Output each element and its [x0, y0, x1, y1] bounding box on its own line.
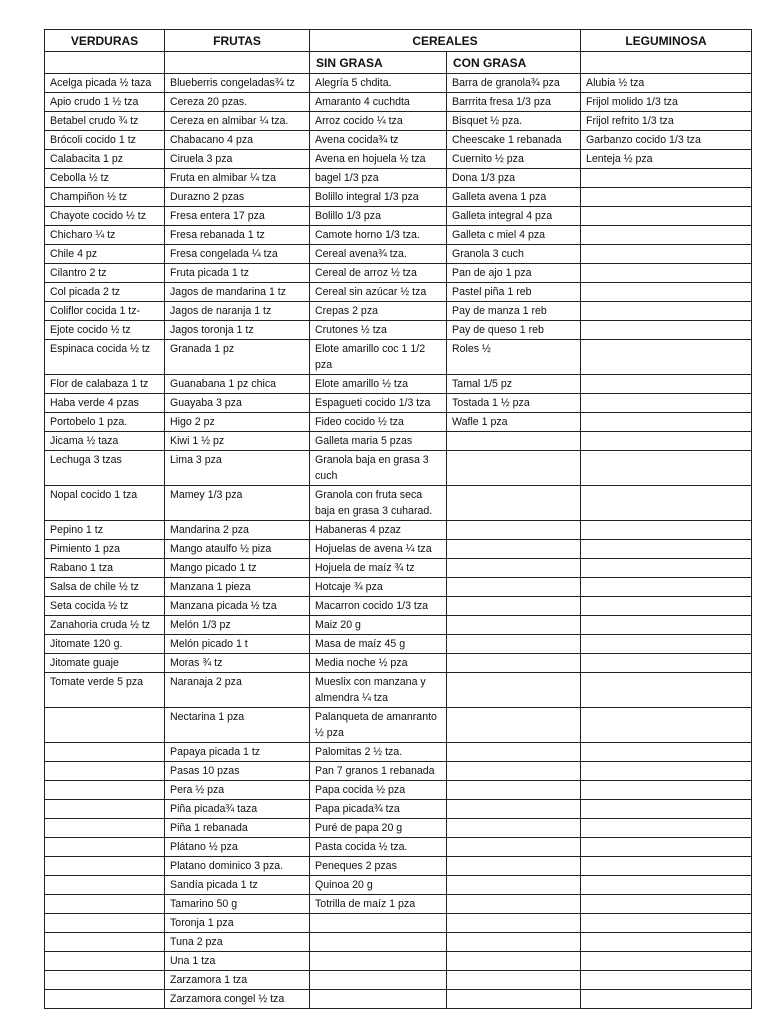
cell-leguminosa	[581, 188, 752, 207]
cell-leguminosa: Frijol refrito 1/3 tza	[581, 112, 752, 131]
cell-leguminosa	[581, 207, 752, 226]
cell-verduras: Jitomate 120 g.	[45, 635, 165, 654]
cell-frutas: Naranaja 2 pza	[165, 673, 310, 708]
header-cereales: CEREALES	[310, 30, 581, 52]
table-row	[45, 394, 752, 413]
table-row	[45, 131, 752, 150]
cell-frutas: Pera ½ pza	[165, 781, 310, 800]
table-row	[45, 112, 752, 131]
table-row	[45, 990, 752, 1009]
cell-frutas: Durazno 2 pzas	[165, 188, 310, 207]
cell-con-grasa	[447, 952, 581, 971]
cell-verduras	[45, 819, 165, 838]
table-row	[45, 838, 752, 857]
table-row	[45, 895, 752, 914]
cell-verduras: Acelga picada ½ taza	[45, 74, 165, 93]
cell-verduras: Zanahoria cruda ½ tz	[45, 616, 165, 635]
cell-con-grasa: Galleta c miel 4 pza	[447, 226, 581, 245]
table-row	[45, 857, 752, 876]
cell-sin-grasa: Avena en hojuela ½ tza	[310, 150, 447, 169]
cell-con-grasa	[447, 432, 581, 451]
table-row	[45, 150, 752, 169]
cell-leguminosa	[581, 876, 752, 895]
cell-con-grasa: Bisquet ½ pza.	[447, 112, 581, 131]
cell-verduras: Chicharo ¼ tz	[45, 226, 165, 245]
cell-sin-grasa: Pasta cocida ½ tza.	[310, 838, 447, 857]
cell-con-grasa: Tostada 1 ½ pza	[447, 394, 581, 413]
table-row	[45, 559, 752, 578]
subheader-blank-verduras	[45, 52, 165, 74]
cell-sin-grasa: Cereal de arroz ½ tza	[310, 264, 447, 283]
cell-con-grasa	[447, 559, 581, 578]
cell-leguminosa	[581, 451, 752, 486]
cell-con-grasa: Wafle 1 pza	[447, 413, 581, 432]
cell-leguminosa	[581, 857, 752, 876]
cell-sin-grasa: Hojuela de maíz ¾ tz	[310, 559, 447, 578]
subheader-blank-frutas	[165, 52, 310, 74]
cell-frutas: Mango picado 1 tz	[165, 559, 310, 578]
cell-con-grasa: Dona 1/3 pza	[447, 169, 581, 188]
cell-sin-grasa: Espagueti cocido 1/3 tza	[310, 394, 447, 413]
cell-con-grasa: Barrrita fresa 1/3 pza	[447, 93, 581, 112]
table-row	[45, 74, 752, 93]
cell-sin-grasa: Amaranto 4 cuchdta	[310, 93, 447, 112]
subheader-blank-leguminosa	[581, 52, 752, 74]
cell-verduras: Pepino 1 tz	[45, 521, 165, 540]
cell-frutas: Sandía picada 1 tz	[165, 876, 310, 895]
table-row	[45, 169, 752, 188]
cell-con-grasa	[447, 673, 581, 708]
cell-frutas: Toronja 1 pza	[165, 914, 310, 933]
cell-verduras	[45, 876, 165, 895]
cell-leguminosa	[581, 432, 752, 451]
cell-sin-grasa: Granola baja en grasa 3 cuch	[310, 451, 447, 486]
cell-verduras	[45, 800, 165, 819]
cell-con-grasa	[447, 800, 581, 819]
table-row	[45, 283, 752, 302]
cell-verduras	[45, 895, 165, 914]
table-row	[45, 340, 752, 375]
cell-sin-grasa: Peneques 2 pzas	[310, 857, 447, 876]
cell-verduras	[45, 708, 165, 743]
table-row	[45, 302, 752, 321]
cell-sin-grasa: Fideo cocido ½ tza	[310, 413, 447, 432]
cell-leguminosa	[581, 895, 752, 914]
cell-leguminosa	[581, 226, 752, 245]
cell-verduras: Salsa de chile ½ tz	[45, 578, 165, 597]
cell-leguminosa	[581, 302, 752, 321]
cell-sin-grasa: Elote amarillo ½ tza	[310, 375, 447, 394]
cell-con-grasa: Cheescake 1 rebanada	[447, 131, 581, 150]
cell-con-grasa: Barra de granola¾ pza	[447, 74, 581, 93]
cell-verduras: Brócoli cocido 1 tz	[45, 131, 165, 150]
cell-leguminosa	[581, 340, 752, 375]
table-row	[45, 245, 752, 264]
cell-verduras: Cebolla ½ tz	[45, 169, 165, 188]
cell-verduras	[45, 857, 165, 876]
cell-sin-grasa: Mueslix con manzana y almendra ¼ tza	[310, 673, 447, 708]
cell-frutas: Jagos de mandarina 1 tz	[165, 283, 310, 302]
cell-con-grasa	[447, 914, 581, 933]
cell-leguminosa	[581, 838, 752, 857]
subheader-sin-grasa: SIN GRASA	[310, 52, 447, 74]
cell-con-grasa	[447, 819, 581, 838]
cell-sin-grasa: Bolillo integral 1/3 pza	[310, 188, 447, 207]
cell-con-grasa	[447, 857, 581, 876]
cell-sin-grasa: Palanqueta de amanranto ½ pza	[310, 708, 447, 743]
cell-con-grasa: Pay de queso 1 reb	[447, 321, 581, 340]
cell-frutas: Chabacano 4 pza	[165, 131, 310, 150]
table-row	[45, 207, 752, 226]
table-row	[45, 781, 752, 800]
header-verduras: VERDURAS	[45, 30, 165, 52]
cell-frutas: Melón 1/3 pz	[165, 616, 310, 635]
cell-verduras	[45, 990, 165, 1009]
cell-sin-grasa: bagel 1/3 pza	[310, 169, 447, 188]
subheader-row	[45, 52, 752, 74]
cell-frutas: Guayaba 3 pza	[165, 394, 310, 413]
cell-frutas: Fresa rebanada 1 tz	[165, 226, 310, 245]
cell-con-grasa	[447, 616, 581, 635]
cell-sin-grasa: Macarron cocido 1/3 tza	[310, 597, 447, 616]
cell-leguminosa	[581, 654, 752, 673]
cell-leguminosa	[581, 597, 752, 616]
food-equivalents-table	[44, 29, 752, 1009]
cell-frutas: Manzana 1 pieza	[165, 578, 310, 597]
cell-sin-grasa: Camote horno 1/3 tza.	[310, 226, 447, 245]
cell-con-grasa: Galleta integral 4 pza	[447, 207, 581, 226]
cell-frutas: Piña picada¾ taza	[165, 800, 310, 819]
cell-frutas: Una 1 tza	[165, 952, 310, 971]
cell-sin-grasa: Palomitas 2 ½ tza.	[310, 743, 447, 762]
cell-con-grasa: Roles ½	[447, 340, 581, 375]
cell-con-grasa	[447, 762, 581, 781]
cell-sin-grasa: Avena cocida¾ tz	[310, 131, 447, 150]
cell-con-grasa	[447, 451, 581, 486]
cell-leguminosa	[581, 971, 752, 990]
header-frutas: FRUTAS	[165, 30, 310, 52]
cell-verduras: Tomate verde 5 pza	[45, 673, 165, 708]
header-row	[45, 30, 752, 52]
cell-con-grasa: Pan de ajo 1 pza	[447, 264, 581, 283]
cell-frutas: Tamarino 50 g	[165, 895, 310, 914]
cell-sin-grasa: Papa picada¾ tza	[310, 800, 447, 819]
cell-leguminosa	[581, 321, 752, 340]
cell-frutas: Pasas 10 pzas	[165, 762, 310, 781]
cell-leguminosa	[581, 169, 752, 188]
table-row	[45, 616, 752, 635]
cell-leguminosa	[581, 673, 752, 708]
cell-frutas: Guanabana 1 pz chica	[165, 375, 310, 394]
subheader-con-grasa: CON GRASA	[447, 52, 581, 74]
cell-verduras: Chile 4 pz	[45, 245, 165, 264]
table-row	[45, 451, 752, 486]
cell-con-grasa: Galleta avena 1 pza	[447, 188, 581, 207]
cell-leguminosa	[581, 800, 752, 819]
cell-sin-grasa: Cereal sin azúcar ½ tza	[310, 283, 447, 302]
cell-frutas: Mandarina 2 pza	[165, 521, 310, 540]
cell-leguminosa	[581, 990, 752, 1009]
cell-sin-grasa	[310, 971, 447, 990]
cell-sin-grasa: Cereal avena¾ tza.	[310, 245, 447, 264]
cell-frutas: Fresa congelada ¼ tza	[165, 245, 310, 264]
cell-sin-grasa: Granola con fruta seca baja en grasa 3 cuharad.	[310, 486, 447, 521]
cell-frutas: Jagos de naranja 1 tz	[165, 302, 310, 321]
cell-verduras: Seta cocida ½ tz	[45, 597, 165, 616]
table-row	[45, 578, 752, 597]
cell-con-grasa	[447, 521, 581, 540]
cell-frutas: Moras ¾ tz	[165, 654, 310, 673]
cell-sin-grasa: Hojuelas de avena ¼ tza	[310, 540, 447, 559]
cell-con-grasa	[447, 876, 581, 895]
table-row	[45, 432, 752, 451]
cell-frutas: Cereza 20 pzas.	[165, 93, 310, 112]
cell-verduras: Col picada 2 tz	[45, 283, 165, 302]
table-row	[45, 375, 752, 394]
cell-frutas: Higo 2 pz	[165, 413, 310, 432]
cell-verduras: Rabano 1 tza	[45, 559, 165, 578]
cell-con-grasa	[447, 743, 581, 762]
cell-sin-grasa: Galleta maria 5 pzas	[310, 432, 447, 451]
cell-sin-grasa: Bolillo 1/3 pza	[310, 207, 447, 226]
table-row	[45, 708, 752, 743]
cell-con-grasa	[447, 578, 581, 597]
cell-verduras: Ejote cocido ½ tz	[45, 321, 165, 340]
table-row	[45, 413, 752, 432]
cell-leguminosa	[581, 283, 752, 302]
cell-con-grasa	[447, 990, 581, 1009]
cell-verduras	[45, 933, 165, 952]
cell-verduras	[45, 952, 165, 971]
table-row	[45, 952, 752, 971]
cell-frutas: Cereza en almibar ¼ tza.	[165, 112, 310, 131]
table-row	[45, 597, 752, 616]
cell-frutas: Lima 3 pza	[165, 451, 310, 486]
cell-leguminosa	[581, 635, 752, 654]
header-leguminosa: LEGUMINOSA	[581, 30, 752, 52]
cell-leguminosa	[581, 245, 752, 264]
cell-leguminosa	[581, 540, 752, 559]
cell-leguminosa	[581, 486, 752, 521]
cell-frutas: Mango ataulfo ½ piza	[165, 540, 310, 559]
cell-con-grasa: Pastel piña 1 reb	[447, 283, 581, 302]
table-row	[45, 819, 752, 838]
cell-verduras: Portobelo 1 pza.	[45, 413, 165, 432]
cell-leguminosa	[581, 743, 752, 762]
table-row	[45, 188, 752, 207]
cell-leguminosa: Garbanzo cocido 1/3 tza	[581, 131, 752, 150]
cell-sin-grasa: Totrilla de maíz 1 pza	[310, 895, 447, 914]
table-row	[45, 743, 752, 762]
cell-verduras: Haba verde 4 pzas	[45, 394, 165, 413]
cell-leguminosa	[581, 559, 752, 578]
cell-frutas: Piña 1 rebanada	[165, 819, 310, 838]
cell-leguminosa	[581, 413, 752, 432]
cell-frutas: Plátano ½ pza	[165, 838, 310, 857]
cell-con-grasa	[447, 635, 581, 654]
cell-con-grasa: Cuernito ½ pza	[447, 150, 581, 169]
cell-sin-grasa: Papa cocida ½ pza	[310, 781, 447, 800]
cell-frutas: Manzana picada ½ tza	[165, 597, 310, 616]
table-row	[45, 540, 752, 559]
cell-con-grasa	[447, 838, 581, 857]
cell-leguminosa	[581, 781, 752, 800]
cell-leguminosa	[581, 394, 752, 413]
cell-verduras: Coliflor cocida 1 tz-	[45, 302, 165, 321]
cell-frutas: Platano dominico 3 pza.	[165, 857, 310, 876]
table-row	[45, 800, 752, 819]
cell-verduras	[45, 838, 165, 857]
cell-sin-grasa: Media noche ½ pza	[310, 654, 447, 673]
cell-sin-grasa	[310, 952, 447, 971]
cell-sin-grasa: Habaneras 4 pzaz	[310, 521, 447, 540]
cell-verduras: Cilantro 2 tz	[45, 264, 165, 283]
cell-verduras: Apio crudo 1 ½ tza	[45, 93, 165, 112]
cell-sin-grasa: Hotcaje ¾ pza	[310, 578, 447, 597]
cell-con-grasa	[447, 933, 581, 952]
cell-leguminosa: Lenteja ½ pza	[581, 150, 752, 169]
table-row	[45, 635, 752, 654]
cell-frutas: Papaya picada 1 tz	[165, 743, 310, 762]
cell-con-grasa: Tamal 1/5 pz	[447, 375, 581, 394]
cell-leguminosa	[581, 578, 752, 597]
cell-sin-grasa: Arroz cocido ¼ tza	[310, 112, 447, 131]
cell-verduras	[45, 971, 165, 990]
cell-sin-grasa	[310, 933, 447, 952]
cell-frutas: Nectarina 1 pza	[165, 708, 310, 743]
table-row	[45, 521, 752, 540]
cell-con-grasa	[447, 895, 581, 914]
cell-sin-grasa: Crutones ½ tza	[310, 321, 447, 340]
cell-sin-grasa	[310, 914, 447, 933]
cell-verduras	[45, 762, 165, 781]
cell-frutas: Zarzamora 1 tza	[165, 971, 310, 990]
table-row	[45, 876, 752, 895]
cell-sin-grasa: Elote amarillo coc 1 1/2 pza	[310, 340, 447, 375]
cell-frutas: Blueberris congeladas¾ tz	[165, 74, 310, 93]
cell-frutas: Tuna 2 pza	[165, 933, 310, 952]
cell-frutas: Fresa entera 17 pza	[165, 207, 310, 226]
cell-frutas: Fruta en almibar ¼ tza	[165, 169, 310, 188]
cell-verduras: Jicama ½ taza	[45, 432, 165, 451]
cell-leguminosa	[581, 762, 752, 781]
cell-leguminosa	[581, 952, 752, 971]
cell-frutas: Jagos toronja 1 tz	[165, 321, 310, 340]
table-body	[45, 74, 752, 1009]
cell-frutas: Zarzamora congel ½ tza	[165, 990, 310, 1009]
cell-sin-grasa: Crepas 2 pza	[310, 302, 447, 321]
table-row	[45, 226, 752, 245]
cell-verduras	[45, 743, 165, 762]
table-row	[45, 321, 752, 340]
cell-frutas: Kiwi 1 ½ pz	[165, 432, 310, 451]
cell-leguminosa	[581, 616, 752, 635]
table-row	[45, 933, 752, 952]
cell-verduras: Champiñon ½ tz	[45, 188, 165, 207]
cell-verduras: Nopal cocido 1 tza	[45, 486, 165, 521]
table-row	[45, 762, 752, 781]
cell-leguminosa	[581, 819, 752, 838]
cell-leguminosa	[581, 521, 752, 540]
cell-verduras	[45, 914, 165, 933]
cell-frutas: Ciruela 3 pza	[165, 150, 310, 169]
cell-sin-grasa: Quinoa 20 g	[310, 876, 447, 895]
cell-frutas: Granada 1 pz	[165, 340, 310, 375]
cell-sin-grasa: Masa de maíz 45 g	[310, 635, 447, 654]
table-row	[45, 914, 752, 933]
cell-leguminosa: Alubia ½ tza	[581, 74, 752, 93]
cell-leguminosa	[581, 933, 752, 952]
cell-con-grasa	[447, 486, 581, 521]
table-row	[45, 673, 752, 708]
cell-leguminosa	[581, 708, 752, 743]
cell-sin-grasa: Alegría 5 chdita.	[310, 74, 447, 93]
cell-verduras: Chayote cocido ½ tz	[45, 207, 165, 226]
cell-frutas: Mamey 1/3 pza	[165, 486, 310, 521]
cell-sin-grasa: Puré de papa 20 g	[310, 819, 447, 838]
cell-verduras: Lechuga 3 tzas	[45, 451, 165, 486]
cell-con-grasa	[447, 597, 581, 616]
cell-verduras: Calabacita 1 pz	[45, 150, 165, 169]
cell-verduras: Flor de calabaza 1 tz	[45, 375, 165, 394]
cell-frutas: Melón picado 1 t	[165, 635, 310, 654]
cell-leguminosa: Frijol molido 1/3 tza	[581, 93, 752, 112]
table-row	[45, 486, 752, 521]
cell-con-grasa	[447, 540, 581, 559]
cell-con-grasa	[447, 971, 581, 990]
table-row	[45, 93, 752, 112]
cell-leguminosa	[581, 375, 752, 394]
cell-con-grasa	[447, 708, 581, 743]
cell-verduras: Pimiento 1 pza	[45, 540, 165, 559]
cell-leguminosa	[581, 914, 752, 933]
cell-verduras: Betabel crudo ¾ tz	[45, 112, 165, 131]
cell-verduras: Espinaca cocida ½ tz	[45, 340, 165, 375]
cell-verduras	[45, 781, 165, 800]
cell-frutas: Fruta picada 1 tz	[165, 264, 310, 283]
cell-verduras: Jitomate guaje	[45, 654, 165, 673]
table-row	[45, 264, 752, 283]
cell-sin-grasa	[310, 990, 447, 1009]
cell-sin-grasa: Maiz 20 g	[310, 616, 447, 635]
cell-con-grasa	[447, 781, 581, 800]
table-row	[45, 654, 752, 673]
cell-sin-grasa: Pan 7 granos 1 rebanada	[310, 762, 447, 781]
cell-con-grasa	[447, 654, 581, 673]
cell-con-grasa: Pay de manza 1 reb	[447, 302, 581, 321]
cell-leguminosa	[581, 264, 752, 283]
table-row	[45, 971, 752, 990]
cell-con-grasa: Granola 3 cuch	[447, 245, 581, 264]
